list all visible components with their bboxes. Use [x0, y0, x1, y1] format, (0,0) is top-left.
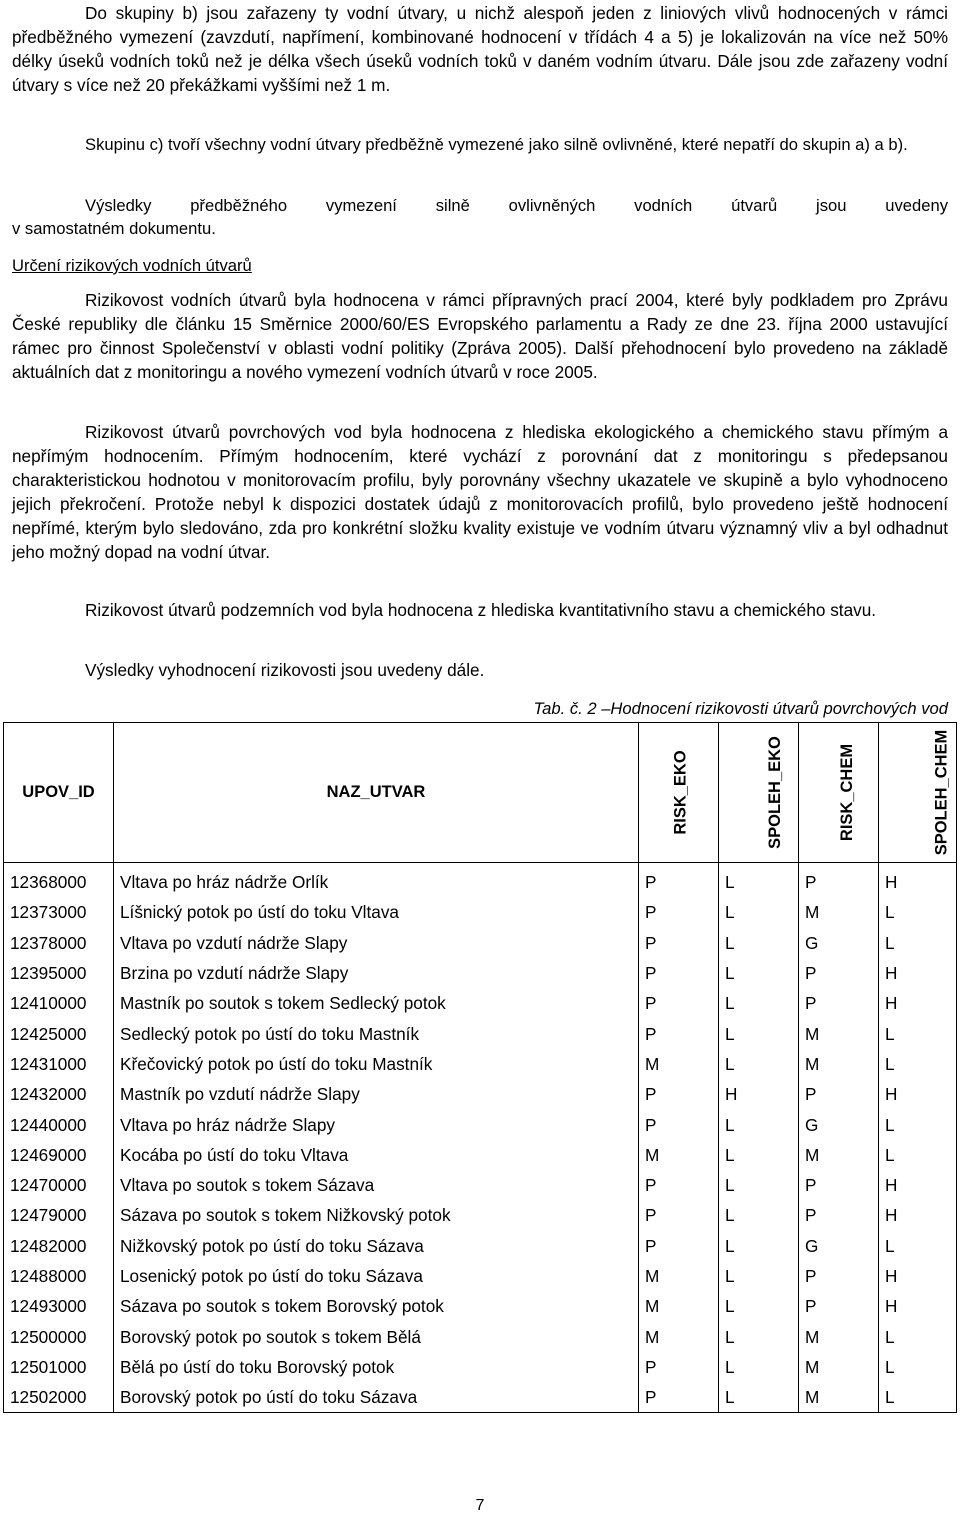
- cell-risk-eko: P: [639, 988, 719, 1018]
- cell-spoleh-eko: L: [719, 897, 799, 927]
- page-number: 7: [475, 1497, 485, 1514]
- cell-risk-eko: P: [639, 958, 719, 988]
- cell-risk-chem: P: [799, 1261, 879, 1291]
- cell-spoleh-chem: L: [879, 1352, 957, 1382]
- cell-naz-utvar: Borovský potok po ústí do toku Sázava: [114, 1382, 639, 1413]
- cell-spoleh-chem: H: [879, 1261, 957, 1291]
- cell-spoleh-chem: L: [879, 1231, 957, 1261]
- cell-spoleh-chem: L: [879, 928, 957, 958]
- paragraph-surface-water-risk: Rizikovost útvarů povrchových vod byla hodnocena z hlediska ekologického a chemického stavu přímým a nepřímým hodnocením. Přímým hodnocením, které vychází z porovnání dat z monitoringu s předepsanou charakteristickou hodnotou v monitorovacím profilu, byly porovnány všechny ukazatele ve skupině a bylo vyhodnoceno jejich překročení. Protože nebyl k dispozici dostatek údajů z monitorovacích profilů, bylo provedeno ještě hodnocení nepřímé, kterým bylo sledováno, zda pro konkrétní složku kvality existuje ve vodním útvaru významný vliv a byl odhadnut jeho možný dopad na vodní útvar.: [12, 422, 948, 562]
- table-row: [4, 1140, 957, 1170]
- paragraph-results-line1: Výsledky předběžného vymezení silně ovlivněných vodních útvarů jsou uvedeny: [85, 196, 948, 215]
- cell-upov-id: 12373000: [4, 897, 114, 927]
- cell-spoleh-chem: L: [879, 1140, 957, 1170]
- paragraph-group-c: Skupinu c) tvoří všechny vodní útvary předběžně vymezené jako silně ovlivněné, které nepatří do skupin a) a b).: [85, 135, 908, 154]
- table-row: [4, 1170, 957, 1200]
- cell-spoleh-chem: H: [879, 988, 957, 1018]
- cell-spoleh-eko: L: [719, 1231, 799, 1261]
- cell-risk-chem: M: [799, 1049, 879, 1079]
- cell-upov-id: 12469000: [4, 1140, 114, 1170]
- table-row: [4, 1231, 957, 1261]
- cell-risk-chem: P: [799, 988, 879, 1018]
- paragraph-group-b: Do skupiny b) jsou zařazeny ty vodní útvary, u nichž alespoň jeden z liniových vlivů hodnocených v rámci předběžného vymezení (zavzdutí, napřímení, kombinované hodnocení v třídách 4 a 5) je lokalizován na více než 50% délky úseků vodních toků než je délka všech úseků vodních toků v daném vodním útvaru. Dále jsou zde zařazeny vodní útvary s více než 20 překážkami vyššími než 1 m.: [12, 3, 948, 95]
- cell-risk-chem: P: [799, 863, 879, 898]
- cell-risk-eko: P: [639, 1079, 719, 1109]
- cell-naz-utvar: Mastník po soutok s tokem Sedlecký potok: [114, 988, 639, 1018]
- cell-naz-utvar: Sedlecký potok po ústí do toku Mastník: [114, 1018, 639, 1048]
- cell-naz-utvar: Vltava po hráz nádrže Orlík: [114, 863, 639, 898]
- table-row: [4, 1382, 957, 1413]
- cell-spoleh-chem: L: [879, 1321, 957, 1351]
- table-row: [4, 1018, 957, 1048]
- cell-risk-eko: P: [639, 1018, 719, 1048]
- table-row: [4, 988, 957, 1018]
- cell-risk-chem: P: [799, 1079, 879, 1109]
- cell-upov-id: 12431000: [4, 1049, 114, 1079]
- header-spoleh-chem: SPOLEH_CHEM: [879, 723, 957, 863]
- table-row: [4, 1109, 957, 1139]
- table-row: [4, 1200, 957, 1230]
- cell-upov-id: 12502000: [4, 1382, 114, 1413]
- table-row: [4, 958, 957, 988]
- cell-spoleh-eko: L: [719, 1321, 799, 1351]
- cell-upov-id: 12500000: [4, 1321, 114, 1351]
- header-naz-utvar: NAZ_UTVAR: [114, 723, 639, 863]
- cell-spoleh-chem: L: [879, 897, 957, 927]
- cell-risk-chem: M: [799, 897, 879, 927]
- cell-spoleh-chem: H: [879, 1079, 957, 1109]
- cell-risk-chem: M: [799, 1321, 879, 1351]
- cell-risk-eko: M: [639, 1291, 719, 1321]
- cell-spoleh-eko: L: [719, 1352, 799, 1382]
- cell-spoleh-eko: L: [719, 1049, 799, 1079]
- cell-naz-utvar: Vltava po hráz nádrže Slapy: [114, 1109, 639, 1139]
- cell-risk-eko: M: [639, 1261, 719, 1291]
- paragraph-results-line2: v samostatném dokumentu.: [12, 219, 216, 238]
- cell-naz-utvar: Losenický potok po ústí do toku Sázava: [114, 1261, 639, 1291]
- cell-naz-utvar: Brzina po vzdutí nádrže Slapy: [114, 958, 639, 988]
- cell-risk-chem: M: [799, 1018, 879, 1048]
- table-caption: Tab. č. 2 –Hodnocení rizikovosti útvarů povrchových vod: [533, 699, 948, 718]
- cell-spoleh-chem: L: [879, 1018, 957, 1048]
- cell-naz-utvar: Sázava po soutok s tokem Nižkovský potok: [114, 1200, 639, 1230]
- cell-naz-utvar: Nižkovský potok po ústí do toku Sázava: [114, 1231, 639, 1261]
- cell-upov-id: 12493000: [4, 1291, 114, 1321]
- cell-spoleh-eko: L: [719, 1140, 799, 1170]
- cell-spoleh-eko: L: [719, 863, 799, 898]
- cell-risk-chem: M: [799, 1140, 879, 1170]
- table-row: [4, 897, 957, 927]
- cell-upov-id: 12440000: [4, 1109, 114, 1139]
- cell-upov-id: 12395000: [4, 958, 114, 988]
- risk-table: [3, 722, 957, 1413]
- cell-risk-eko: M: [639, 1049, 719, 1079]
- cell-upov-id: 12368000: [4, 863, 114, 898]
- cell-upov-id: 12410000: [4, 988, 114, 1018]
- cell-naz-utvar: Mastník po vzdutí nádrže Slapy: [114, 1079, 639, 1109]
- cell-risk-eko: P: [639, 1170, 719, 1200]
- cell-risk-chem: P: [799, 1200, 879, 1230]
- paragraph-results-below: Výsledky vyhodnocení rizikovosti jsou uvedeny dále.: [85, 660, 485, 680]
- cell-risk-eko: P: [639, 928, 719, 958]
- cell-risk-chem: G: [799, 1109, 879, 1139]
- cell-risk-chem: G: [799, 928, 879, 958]
- cell-spoleh-eko: L: [719, 1018, 799, 1048]
- header-risk-eko: RISK_EKO: [639, 723, 719, 863]
- cell-risk-eko: M: [639, 1321, 719, 1351]
- cell-risk-chem: M: [799, 1382, 879, 1413]
- cell-spoleh-eko: L: [719, 1382, 799, 1413]
- table-row: [4, 863, 957, 898]
- cell-spoleh-eko: L: [719, 1200, 799, 1230]
- cell-risk-eko: P: [639, 897, 719, 927]
- cell-spoleh-eko: L: [719, 988, 799, 1018]
- table-row: [4, 1321, 957, 1351]
- cell-risk-chem: G: [799, 1231, 879, 1261]
- cell-spoleh-chem: H: [879, 1170, 957, 1200]
- table-header-row: [4, 723, 957, 863]
- cell-naz-utvar: Sázava po soutok s tokem Borovský potok: [114, 1291, 639, 1321]
- header-spoleh-eko: SPOLEH_EKO: [719, 723, 799, 863]
- table-row: [4, 1352, 957, 1382]
- table-row: [4, 928, 957, 958]
- cell-spoleh-chem: H: [879, 958, 957, 988]
- cell-spoleh-chem: H: [879, 863, 957, 898]
- cell-upov-id: 12425000: [4, 1018, 114, 1048]
- table-row: [4, 1079, 957, 1109]
- cell-risk-chem: P: [799, 1170, 879, 1200]
- cell-naz-utvar: Křečovický potok po ústí do toku Mastník: [114, 1049, 639, 1079]
- cell-spoleh-chem: L: [879, 1049, 957, 1079]
- paragraph-results-reference: [12, 194, 948, 240]
- cell-spoleh-eko: L: [719, 928, 799, 958]
- cell-naz-utvar: Vltava po vzdutí nádrže Slapy: [114, 928, 639, 958]
- header-risk-chem: RISK_CHEM: [799, 723, 879, 863]
- cell-risk-chem: M: [799, 1352, 879, 1382]
- table-row: [4, 1261, 957, 1291]
- paragraph-risk-assessment: Rizikovost vodních útvarů byla hodnocena v rámci přípravných prací 2004, které byly podkladem pro Zprávu České republiky dle článku 15 Směrnice 2000/60/ES Evropského parlamentu a Rady ze dne 23. října 2000 ustavující rámec pro činnost Společenství v oblasti vodní politiky (Zpráva 2005). Další přehodnocení bylo provedeno na základě aktuálních dat z monitoringu a nového vymezení vodních útvarů v roce 2005.: [12, 290, 948, 382]
- cell-upov-id: 12470000: [4, 1170, 114, 1200]
- cell-naz-utvar: Borovský potok po soutok s tokem Bělá: [114, 1321, 639, 1351]
- cell-upov-id: 12378000: [4, 928, 114, 958]
- cell-naz-utvar: Bělá po ústí do toku Borovský potok: [114, 1352, 639, 1382]
- cell-spoleh-chem: L: [879, 1109, 957, 1139]
- cell-risk-eko: P: [639, 1109, 719, 1139]
- cell-upov-id: 12482000: [4, 1231, 114, 1261]
- header-upov-id: UPOV_ID: [4, 723, 114, 863]
- cell-upov-id: 12432000: [4, 1079, 114, 1109]
- cell-risk-eko: P: [639, 1382, 719, 1413]
- table-row: [4, 1291, 957, 1321]
- cell-naz-utvar: Líšnický potok po ústí do toku Vltava: [114, 897, 639, 927]
- cell-spoleh-eko: H: [719, 1079, 799, 1109]
- cell-naz-utvar: Vltava po soutok s tokem Sázava: [114, 1170, 639, 1200]
- cell-risk-eko: M: [639, 1140, 719, 1170]
- cell-spoleh-eko: L: [719, 1170, 799, 1200]
- cell-upov-id: 12488000: [4, 1261, 114, 1291]
- cell-spoleh-chem: H: [879, 1200, 957, 1230]
- cell-spoleh-eko: L: [719, 1109, 799, 1139]
- cell-spoleh-eko: L: [719, 1291, 799, 1321]
- cell-risk-chem: P: [799, 1291, 879, 1321]
- cell-risk-chem: P: [799, 958, 879, 988]
- section-heading: Určení rizikových vodních útvarů: [12, 256, 252, 275]
- cell-risk-eko: P: [639, 863, 719, 898]
- cell-risk-eko: P: [639, 1352, 719, 1382]
- cell-upov-id: 12479000: [4, 1200, 114, 1230]
- cell-upov-id: 12501000: [4, 1352, 114, 1382]
- cell-spoleh-eko: L: [719, 1261, 799, 1291]
- cell-spoleh-eko: L: [719, 958, 799, 988]
- table-body: [4, 863, 957, 1413]
- cell-naz-utvar: Kocába po ústí do toku Vltava: [114, 1140, 639, 1170]
- table-row: [4, 1049, 957, 1079]
- cell-spoleh-chem: L: [879, 1382, 957, 1413]
- paragraph-groundwater-risk: Rizikovost útvarů podzemních vod byla hodnocena z hlediska kvantitativního stavu a chemického stavu.: [85, 600, 877, 620]
- cell-spoleh-chem: H: [879, 1291, 957, 1321]
- cell-risk-eko: P: [639, 1200, 719, 1230]
- cell-risk-eko: P: [639, 1231, 719, 1261]
